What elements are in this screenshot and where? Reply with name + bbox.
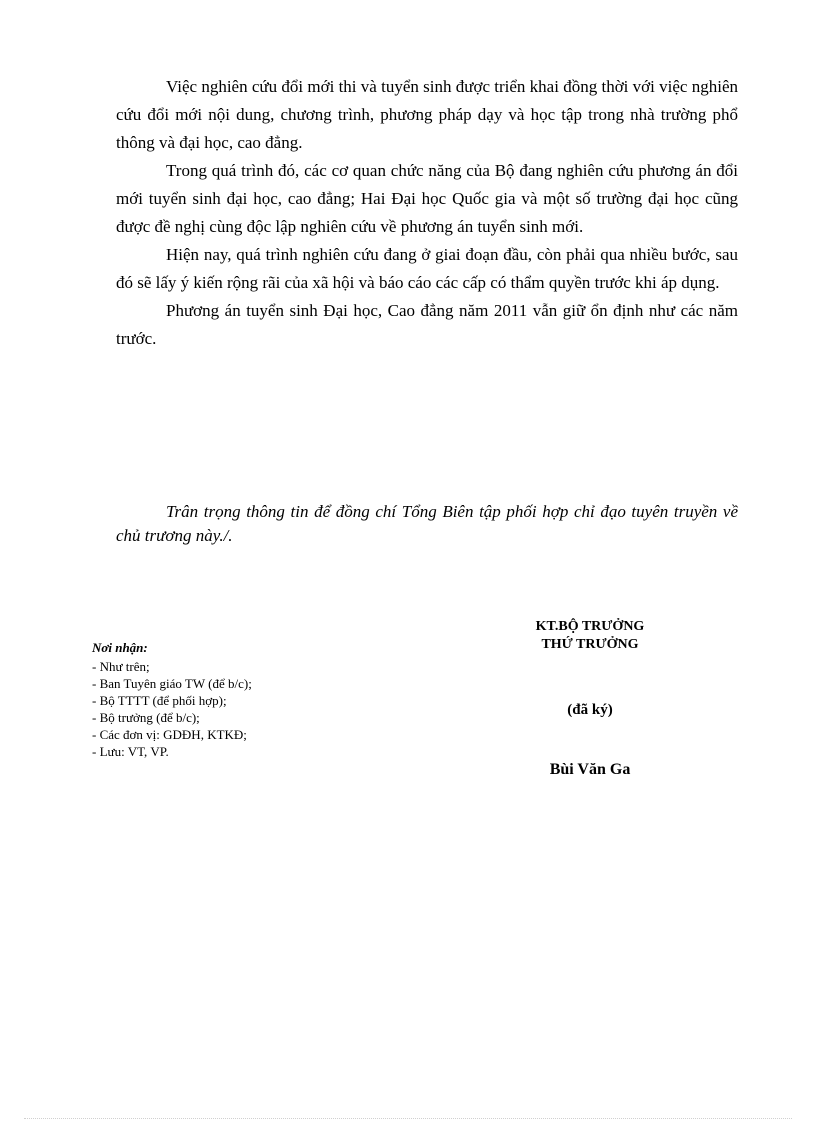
body-text (116, 73, 738, 353)
recipient-item: - Bộ TTTT (để phối hợp); (92, 693, 227, 708)
closing-statement: Trân trọng thông tin để đồng chí Tổng Biên tập phối hợp chỉ đạo tuyên truyền về chủ trương này./. (116, 502, 738, 545)
recipient-item: - Lưu: VT, VP. (92, 744, 169, 759)
paragraph: Hiện nay, quá trình nghiên cứu đang ở giai đoạn đầu, còn phải qua nhiều bước, sau đó sẽ lấy ý kiến rộng rãi của xã hội và báo cáo các cấp có thẩm quyền trước khi áp dụng. (116, 245, 738, 292)
signed-status: (đã ký) (567, 702, 613, 718)
signature-block (470, 618, 710, 779)
paragraph: Việc nghiên cứu đổi mới thi và tuyển sinh được triển khai đồng thời với việc nghiên cứu đổi mới nội dung, chương trình, phương pháp dạy và học tập trong nhà trường phổ thông và đại học, cao đẳng. (116, 77, 738, 152)
recipient-item: - Ban Tuyên giáo TW (để b/c); (92, 676, 252, 691)
recipients-block (92, 640, 352, 760)
recipient-item: - Như trên; (92, 659, 150, 674)
paragraph: Phương án tuyển sinh Đại học, Cao đẳng năm 2011 vẫn giữ ổn định như các năm trước. (116, 301, 738, 348)
recipient-item: - Bộ trưởng (để b/c); (92, 710, 200, 725)
signer-name: Bùi Văn Ga (549, 761, 631, 778)
signer-title-line2: THỨ TRƯỞNG (541, 637, 639, 652)
signer-title-line1: KT.BỘ TRƯỞNG (535, 619, 645, 634)
recipient-item: - Các đơn vị: GDĐH, KTKĐ; (92, 727, 247, 742)
recipients-list (92, 658, 352, 760)
recipients-title: Nơi nhận: (92, 640, 148, 655)
page-bottom-divider (24, 1118, 792, 1119)
paragraph: Trong quá trình đó, các cơ quan chức năng của Bộ đang nghiên cứu phương án đổi mới tuyển sinh đại học, cao đẳng; Hai Đại học Quốc gia và một số trường đại học cũng được đề nghị cùng độc lập nghiên cứu về phương án tuyển sinh mới. (116, 161, 738, 236)
